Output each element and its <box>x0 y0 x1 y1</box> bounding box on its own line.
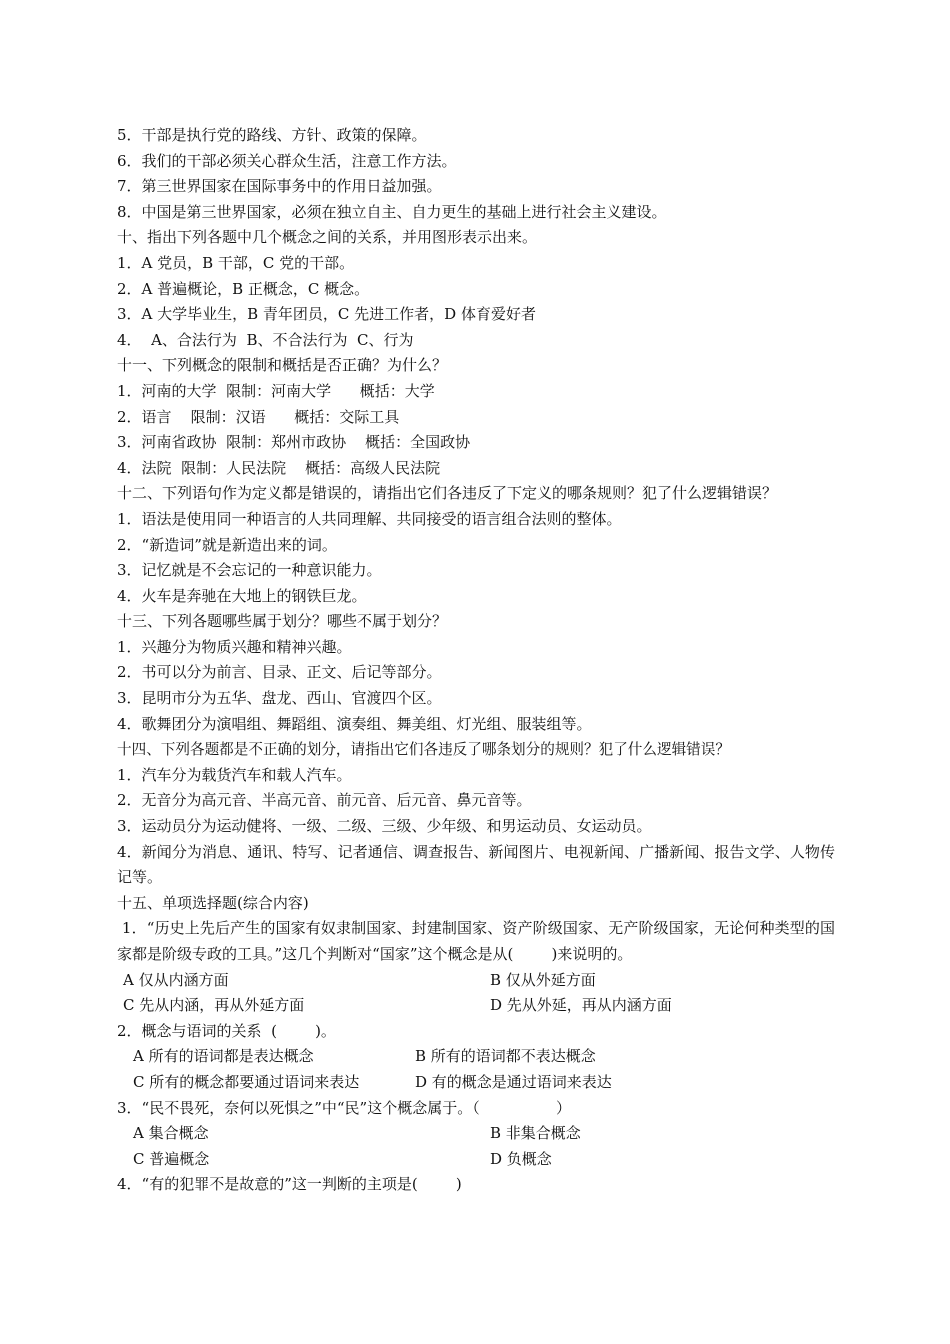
question-stem: 3．“民不畏死，奈何以死惧之”中“民”这个概念属于。（ ） <box>117 1098 572 1117</box>
text-line: 4．火车是奔驰在大地上的钢铁巨龙。 <box>117 586 367 605</box>
text-line: 1．汽车分为载货汽车和载人汽车。 <box>117 765 352 784</box>
q2-options-row <box>117 1070 835 1096</box>
text-line: 6．我们的干部必须关心群众生活，注意工作方法。 <box>117 151 457 170</box>
text-line: 3．昆明市分为五华、盘龙、西山、官渡四个区。 <box>117 689 442 708</box>
text-line: 1．语法是使用同一种语言的人共同理解、共同接受的语言组合法则的整体。 <box>117 509 622 528</box>
text-line: 2．“新造词”就是新造出来的词。 <box>117 535 337 554</box>
text-line: 7．第三世界国家在国际事务中的作用日益加强。 <box>117 177 442 196</box>
option-d: D 先从外延，再从内涵方面 <box>490 996 672 1015</box>
section-heading: 十三、下列各题哪些属于划分？哪些不属于划分？ <box>117 612 448 631</box>
question-stem: 4．“有的犯罪不是故意的”这一判断的主项是( ) <box>117 1175 462 1194</box>
option-c: C 所有的概念都要通过语词来表达 <box>133 1072 360 1091</box>
option-d: D 有的概念是通过语词来表达 <box>415 1072 612 1091</box>
text-line: 4．法院 限制：人民法院 概括：高级人民法院 <box>117 458 441 477</box>
q1-options-row <box>117 968 835 994</box>
text-line: 1．兴趣分为物质兴趣和精神兴趣。 <box>117 637 352 656</box>
text-line: 4．歌舞团分为演唱组、舞蹈组、演奏组、舞美组、灯光组、服装组等。 <box>117 714 592 733</box>
option-a: A 集合概念 <box>133 1124 209 1143</box>
option-d: D 负概念 <box>490 1149 552 1168</box>
option-b: B 非集合概念 <box>490 1124 581 1143</box>
option-a: A 仅从内涵方面 <box>123 970 229 989</box>
section-heading: 十、指出下列各题中几个概念之间的关系，并用图形表示出来。 <box>117 228 538 247</box>
option-a: A 所有的语词都是表达概念 <box>133 1047 314 1066</box>
text-line: 3．河南省政协 限制：郑州市政协 概括：全国政协 <box>117 433 471 452</box>
option-b: B 仅从外延方面 <box>490 970 596 989</box>
section-heading: 十四、下列各题都是不正确的划分，请指出它们各违反了哪条划分的规则？犯了什么逻辑错误？ <box>117 741 730 759</box>
text-line: 2．书可以分为前言、目录、正文、后记等部分。 <box>117 663 442 682</box>
text-line: 2．语言 限制：汉语 概括：交际工具 <box>117 407 400 426</box>
text-line: 3．记忆就是不会忘记的一种意识能力。 <box>117 561 382 580</box>
exercise-content <box>117 123 835 1198</box>
option-c: C 先从内涵，再从外延方面 <box>123 996 305 1015</box>
text-line: 5．干部是执行党的路线、方针、政策的保障。 <box>117 126 427 144</box>
option-b: B 所有的语词都不表达概念 <box>415 1047 596 1066</box>
q2-options-row <box>117 1044 835 1070</box>
text-line: 4． A、合法行为 B、不合法行为 C、行为 <box>117 330 414 349</box>
section-heading: 十一、下列概念的限制和概括是否正确？为什么？ <box>117 356 448 375</box>
q1-options-row <box>117 993 835 1019</box>
text-line: 2．A 普遍概论，B 正概念，C 概念。 <box>117 279 370 298</box>
section-heading: 十五、单项选择题(综合内容) <box>117 893 309 912</box>
text-line: 1．A 党员，B 干部，C 党的干部。 <box>117 253 355 272</box>
q3-options-row <box>117 1147 835 1173</box>
text-line: 4．新闻分为消息、通讯、特写、记者通信、调查报告、新闻图片、电视新闻、广播新闻、报告文学、人物传记等。 <box>117 842 835 887</box>
question-stem: 2．概念与语词的关系 ( )。 <box>117 1021 336 1040</box>
question-stem: 1．“历史上先后产生的国家有奴隶制国家、封建制国家、资产阶级国家、无产阶级国家，无论何种类型的国家都是阶级专政的工具。”这几个判断对“国家”这个概念是从( )来说明的。 <box>117 919 835 963</box>
text-line: 1．河南的大学 限制：河南大学 概括：大学 <box>117 381 435 400</box>
text-line: 3．运动员分为运动健将、一级、二级、三级、少年级、和男运动员、女运动员。 <box>117 817 652 836</box>
section-heading: 十二、下列语句作为定义都是错误的，请指出它们各违反了下定义的哪条规则？犯了什么逻辑错误？ <box>117 484 778 503</box>
q3-options-row <box>117 1121 835 1147</box>
text-line: 3．A 大学毕业生，B 青年团员，C 先进工作者，D 体育爱好者 <box>117 305 536 324</box>
text-line: 2．无音分为高元音、半高元音、前元音、后元音、鼻元音等。 <box>117 791 532 810</box>
option-c: C 普遍概念 <box>133 1149 210 1168</box>
text-line: 8．中国是第三世界国家，必须在独立自主、自力更生的基础上进行社会主义建设。 <box>117 202 667 221</box>
